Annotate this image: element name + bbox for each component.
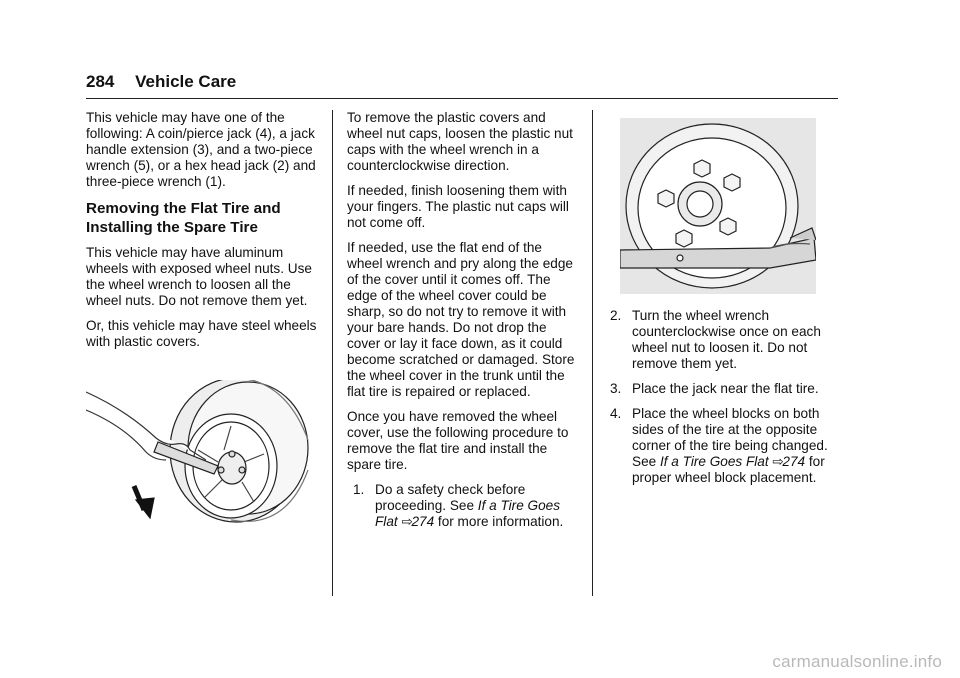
step-text: Turn the wheel wrench counterclockwise once on each wheel nut to loosen it. Do not remove them yet. bbox=[632, 308, 821, 371]
column-2 bbox=[347, 110, 579, 539]
cross-reference-link[interactable]: If a Tire Goes Flat bbox=[659, 454, 769, 469]
page-header bbox=[86, 72, 236, 92]
step-text: Place the jack near the flat tire. bbox=[632, 381, 819, 396]
column-1 bbox=[86, 110, 326, 359]
column-divider-2 bbox=[592, 110, 593, 596]
step-1 bbox=[353, 482, 579, 530]
step-2 bbox=[610, 308, 842, 372]
wheel-cover-removal-illustration bbox=[86, 380, 316, 530]
step-number: 4. bbox=[610, 406, 622, 421]
aluminum-wheels-paragraph: This vehicle may have aluminum wheels with exposed wheel nuts. Use the wheel wrench to loosen all the wheel nuts. Do not remove them yet. bbox=[86, 245, 312, 308]
page-reference[interactable]: 274 bbox=[782, 454, 806, 469]
header-rule bbox=[86, 98, 838, 99]
page-reference[interactable]: 274 bbox=[411, 514, 435, 529]
step-4 bbox=[610, 406, 842, 486]
remove-covers-paragraph: To remove the plastic covers and wheel nut caps, loosen the plastic nut caps with the wheel wrench in a counterclockwise direction. bbox=[347, 110, 573, 173]
cross-reference-link[interactable]: If a Tire Goes Flat bbox=[375, 498, 561, 529]
page-number: 284 bbox=[86, 72, 115, 91]
wheel-wrench-illustration bbox=[620, 118, 816, 294]
page-arrow-icon: ⇨ bbox=[772, 454, 784, 469]
pry-cover-paragraph: If needed, use the flat end of the wheel wrench and pry along the edge of the cover until it comes off. The edge of the wheel cover could be sharp, so do not try to remove it with your bare hands. Do not drop the cover or lay it face down, as it could become scratched or damaged. Store the wheel cover in the trunk until the flat tire is repaired or replaced. bbox=[347, 240, 575, 399]
page-arrow-icon: ⇨ bbox=[401, 514, 413, 529]
step-text: Place the wheel blocks on both sides of the tire at the opposite corner of the tire being changed. See bbox=[632, 406, 828, 469]
step-text-after: for proper wheel block placement. bbox=[632, 454, 825, 485]
section-title: Vehicle Care bbox=[135, 72, 237, 91]
finish-loosening-paragraph: If needed, finish loosening them with your fingers. The plastic nut caps will not come off. bbox=[347, 183, 569, 230]
step-text-after: for more information. bbox=[437, 514, 564, 529]
steel-wheels-paragraph: Or, this vehicle may have steel wheels with plastic covers. bbox=[86, 318, 317, 349]
procedure-intro-paragraph: Once you have removed the wheel cover, use the following procedure to remove the flat tire and install the spare tire. bbox=[347, 409, 569, 472]
step-3 bbox=[610, 381, 842, 397]
watermark: carmanualsonline.info bbox=[772, 652, 942, 671]
step-number: 3. bbox=[610, 381, 622, 396]
step-number: 1. bbox=[353, 482, 365, 497]
intro-paragraph: This vehicle may have one of the following: A coin/pierce jack (4), a jack handle extension (3), and a two-piece wrench (5), or a hex head jack (2) and three-piece wrench (1). bbox=[86, 110, 316, 189]
step-text: Do a safety check before proceeding. See bbox=[375, 482, 526, 513]
column-divider-1 bbox=[332, 110, 333, 596]
step-number: 2. bbox=[610, 308, 622, 323]
section-heading: Removing the Flat Tire and Installing the Spare Tire bbox=[86, 200, 281, 236]
column-3 bbox=[610, 308, 842, 495]
